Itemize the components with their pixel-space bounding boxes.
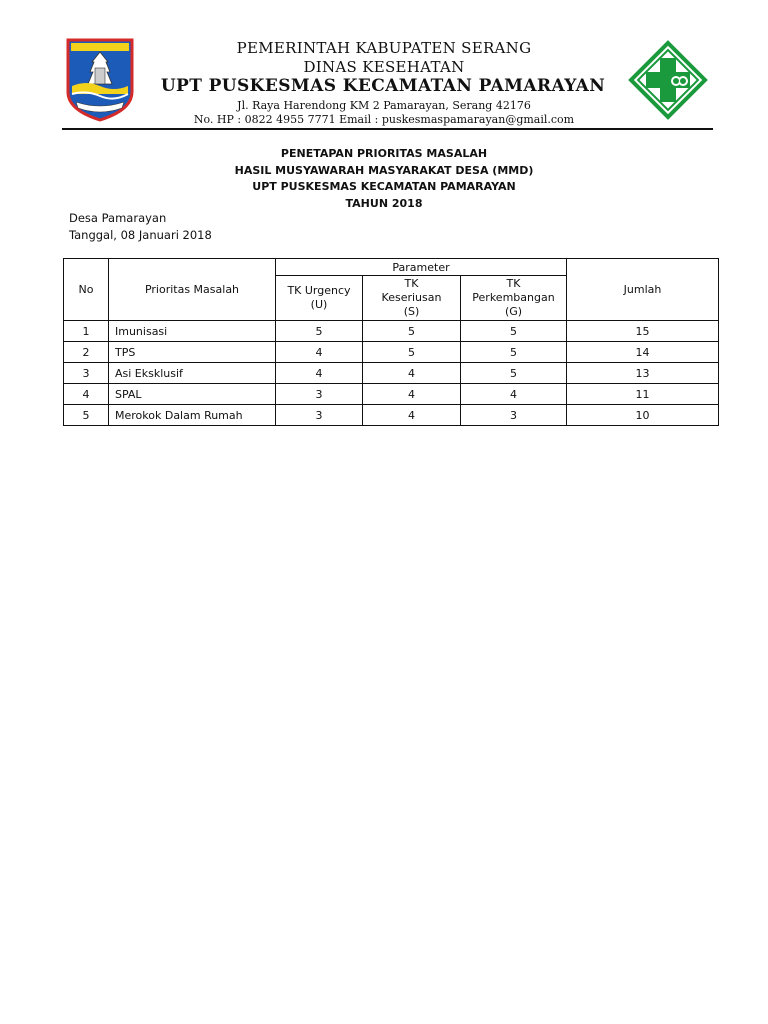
title-line-4: TAHUN 2018 [345,196,423,210]
cell-perkembangan: 5 [461,342,567,363]
cell-no: 2 [64,342,109,363]
cell-jumlah: 10 [567,405,719,426]
cell-no: 3 [64,363,109,384]
cell-keseriusan: 5 [363,342,461,363]
cell-keseriusan: 4 [363,363,461,384]
cell-no: 5 [64,405,109,426]
document-title [0,146,768,212]
header-jumlah: Jumlah [567,259,719,321]
cell-keseriusan: 4 [363,384,461,405]
header-perkembangan-line3: (G) [504,305,523,318]
kabupaten-serang-emblem-icon [62,38,138,122]
puskesmas-cross-logo-icon [628,40,708,120]
village-label: Desa Pamarayan [69,211,167,225]
header-perkembangan-line1: TK [506,277,521,290]
header-no: No [64,259,109,321]
table-header-row [64,259,719,276]
header-keseriusan [363,276,461,321]
cell-keseriusan: 4 [363,405,461,426]
cell-urgency: 4 [276,363,363,384]
cell-masalah: Merokok Dalam Rumah [109,405,276,426]
header-perkembangan-line2: Perkembangan [472,291,555,304]
letterhead-divider [62,128,713,130]
header-parameter: Parameter [276,259,567,276]
cell-urgency: 5 [276,321,363,342]
cell-masalah: SPAL [109,384,276,405]
header-prioritas: Prioritas Masalah [109,259,276,321]
cell-perkembangan: 5 [461,321,567,342]
department-name: DINAS KESEHATAN [303,58,465,76]
table-row [64,384,719,405]
cell-masalah: TPS [109,342,276,363]
table-row [64,342,719,363]
header-urgency-line2: (U) [310,298,328,311]
table-row [64,321,719,342]
cell-jumlah: 14 [567,342,719,363]
cell-perkembangan: 5 [461,363,567,384]
government-name: PEMERINTAH KABUPATEN SERANG [236,39,532,57]
title-line-1: PENETAPAN PRIORITAS MASALAH [280,147,488,160]
institution-address: Jl. Raya Harendong KM 2 Pamarayan, Serang 42176 [237,99,531,112]
title-line-2: HASIL MUSYAWARAH MASYARAKAT DESA (MMD) [234,163,534,177]
cell-masalah: Imunisasi [109,321,276,342]
cell-masalah: Asi Eksklusif [109,363,276,384]
title-line-3: UPT PUSKESMAS KECAMATAN PAMARAYAN [252,180,516,193]
cell-jumlah: 11 [567,384,719,405]
date-label: Tanggal, 08 Januari 2018 [69,228,212,242]
cell-urgency: 3 [276,384,363,405]
cell-urgency: 4 [276,342,363,363]
cell-jumlah: 13 [567,363,719,384]
cell-perkembangan: 3 [461,405,567,426]
cell-no: 1 [64,321,109,342]
header-keseriusan-line1: TK [404,277,419,290]
priority-table [63,258,719,426]
cell-perkembangan: 4 [461,384,567,405]
table-row [64,405,719,426]
header-perkembangan [461,276,567,321]
header-keseriusan-line3: (S) [403,305,420,318]
cell-urgency: 3 [276,405,363,426]
table-row [64,363,719,384]
header-urgency [276,276,363,321]
letterhead [0,0,768,132]
cell-keseriusan: 5 [363,321,461,342]
cell-no: 4 [64,384,109,405]
header-urgency-line1: TK Urgency [287,284,351,297]
cell-jumlah: 15 [567,321,719,342]
header-keseriusan-line2: Keseriusan [381,291,442,304]
institution-name: UPT PUSKESMAS KECAMATAN PAMARAYAN [160,76,606,96]
institution-contact: No. HP : 0822 4955 7771 Email : puskesmaspamarayan@gmail.com [193,113,575,126]
